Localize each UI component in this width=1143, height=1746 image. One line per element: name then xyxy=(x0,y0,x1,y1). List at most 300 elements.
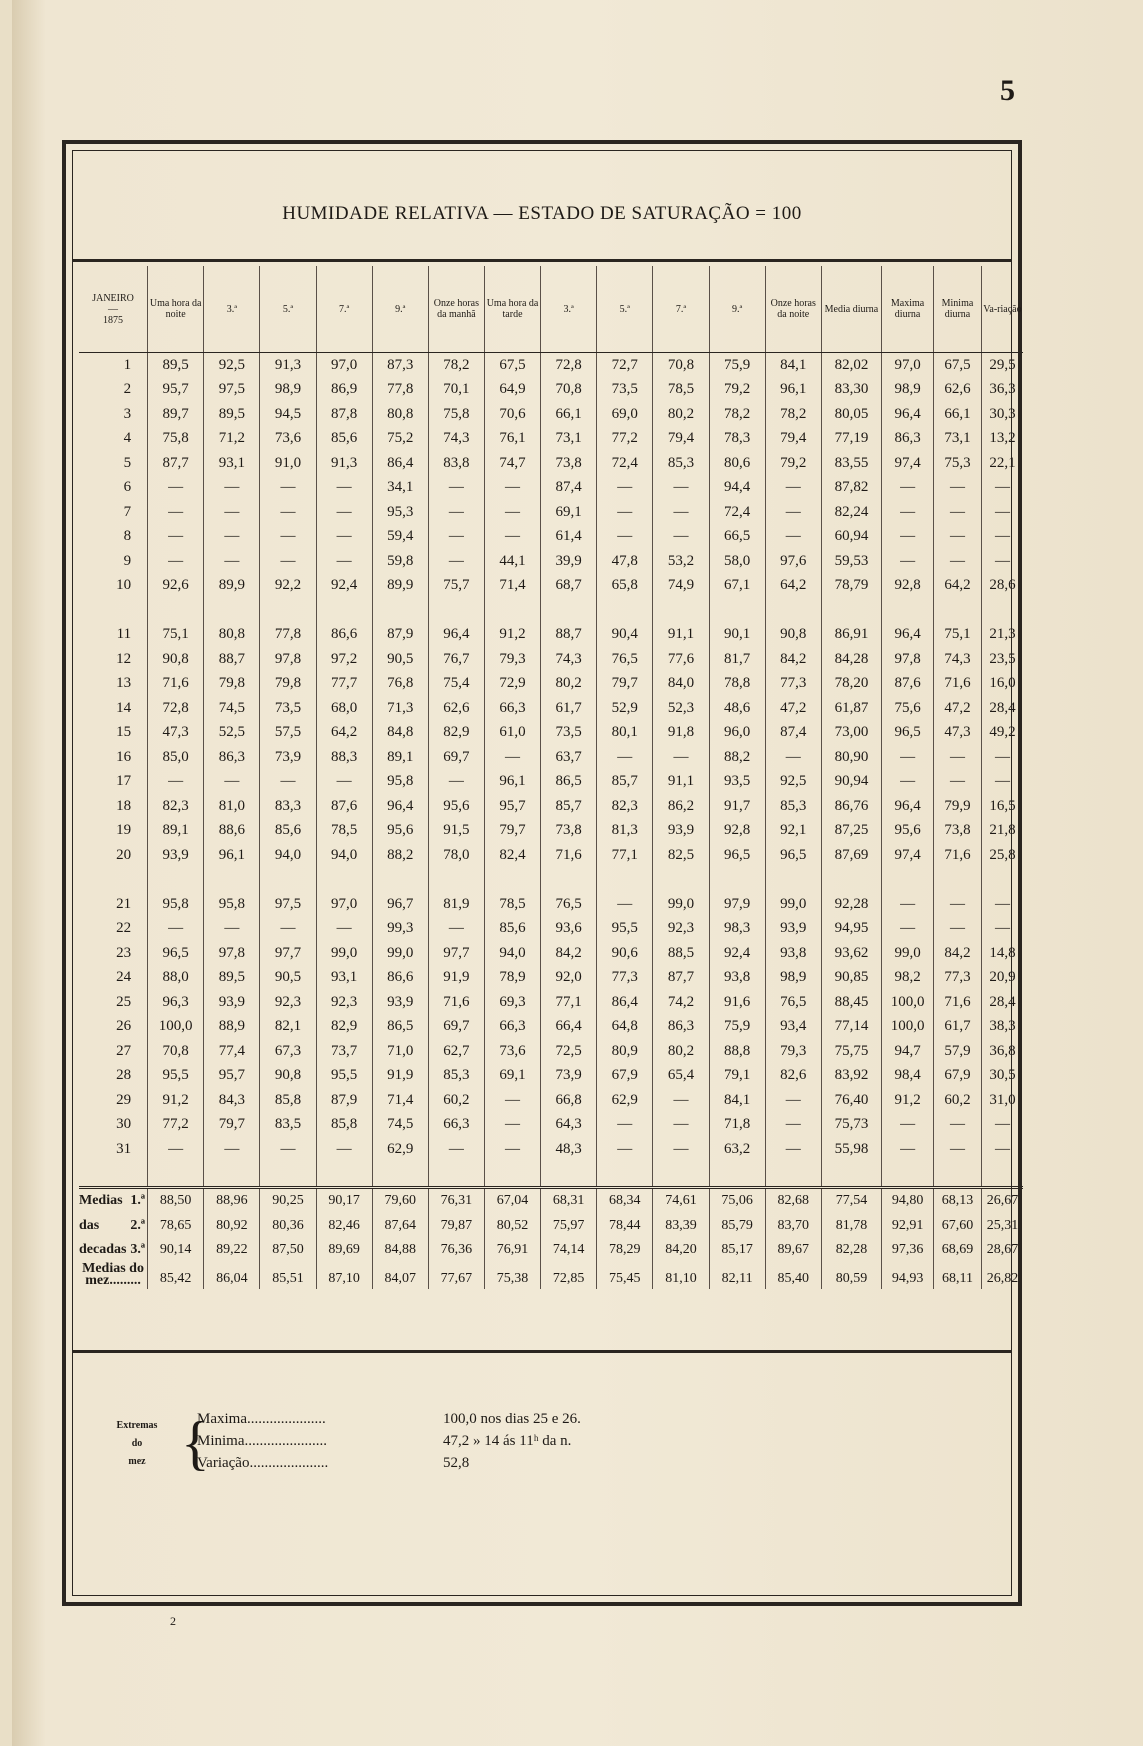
spacer-cell xyxy=(372,1162,428,1188)
separator-row xyxy=(79,1162,1023,1188)
table-cell: 30,5 xyxy=(981,1064,1023,1089)
table-cell: 67,5 xyxy=(484,353,540,378)
column-header: Minima diurna xyxy=(934,266,982,353)
spacer-cell xyxy=(597,598,653,623)
table-cell: 71,4 xyxy=(372,1088,428,1113)
table-cell: 70,1 xyxy=(428,378,484,403)
table-row xyxy=(79,966,1023,991)
table-cell: — xyxy=(597,1113,653,1138)
table-cell: 71,6 xyxy=(934,990,982,1015)
table-cell: 67,1 xyxy=(709,574,765,599)
table-cell: 97,5 xyxy=(260,892,316,917)
table-cell: 96,4 xyxy=(372,794,428,819)
table-cell: 76,5 xyxy=(597,647,653,672)
table-cell: 64,3 xyxy=(541,1113,597,1138)
decade-mean-cell: 78,44 xyxy=(597,1214,653,1239)
table-cell: 77,2 xyxy=(148,1113,204,1138)
table-cell: 72,7 xyxy=(597,353,653,378)
table-cell: 90,8 xyxy=(148,647,204,672)
spacer-cell xyxy=(765,1162,821,1188)
table-cell: 96,3 xyxy=(148,990,204,1015)
table-cell: 95,7 xyxy=(148,378,204,403)
extremes-label xyxy=(101,1417,173,1471)
decade-mean-cell: 92,91 xyxy=(882,1214,934,1239)
table-cell: 62,9 xyxy=(597,1088,653,1113)
spacer-cell xyxy=(934,598,982,623)
table-cell: 36,3 xyxy=(981,378,1023,403)
table-cell: 73,6 xyxy=(260,427,316,452)
table-cell: 64,2 xyxy=(765,574,821,599)
table-cell: 98,9 xyxy=(882,378,934,403)
table-cell: — xyxy=(204,525,260,550)
decade-label xyxy=(79,1188,148,1214)
spacer-cell xyxy=(148,598,204,623)
decade-mean-cell: 81,78 xyxy=(821,1214,881,1239)
table-cell: 85,6 xyxy=(260,819,316,844)
table-cell: 86,4 xyxy=(372,451,428,476)
spacer-cell xyxy=(541,868,597,893)
table-frame-inner xyxy=(72,150,1022,1596)
table-cell: 74,3 xyxy=(541,647,597,672)
table-cell: 94,0 xyxy=(316,843,372,868)
table-cell: — xyxy=(981,476,1023,501)
column-header: Va-riação xyxy=(981,266,1023,353)
decade-mean-cell: 75,06 xyxy=(709,1188,765,1214)
table-row xyxy=(79,990,1023,1015)
table-cell: 87,6 xyxy=(882,672,934,697)
table-cell: 95,8 xyxy=(372,770,428,795)
table-cell: 77,7 xyxy=(316,672,372,697)
table-cell: 77,8 xyxy=(372,378,428,403)
table-cell: 88,7 xyxy=(541,623,597,648)
decade-mean-cell: 97,36 xyxy=(882,1238,934,1263)
decade-mean-cell: 82,46 xyxy=(316,1214,372,1239)
table-cell: 71,0 xyxy=(372,1039,428,1064)
day-number: 17 xyxy=(116,773,132,790)
table-row xyxy=(79,843,1023,868)
table-cell: 69,7 xyxy=(428,1015,484,1040)
table-cell: 86,2 xyxy=(653,794,709,819)
table-cell: 76,5 xyxy=(765,990,821,1015)
table-cell: — xyxy=(882,917,934,942)
table-cell: 89,5 xyxy=(204,966,260,991)
table-cell: — xyxy=(148,476,204,501)
table-row xyxy=(79,427,1023,452)
table-cell: 84,3 xyxy=(204,1088,260,1113)
table-cell: 100,0 xyxy=(882,990,934,1015)
spacer-cell xyxy=(204,1162,260,1188)
table-cell: 96,1 xyxy=(484,770,540,795)
table-cell: 91,3 xyxy=(260,353,316,378)
decade-mean-cell: 88,96 xyxy=(204,1188,260,1214)
month-mean-cell: 94,93 xyxy=(882,1263,934,1290)
spacer-cell xyxy=(79,1162,148,1188)
decade-mean-cell: 68,31 xyxy=(541,1188,597,1214)
table-cell: 84,2 xyxy=(934,941,982,966)
table-cell: 76,7 xyxy=(428,647,484,672)
day-number: 4 xyxy=(123,430,132,447)
table-cell: 94,0 xyxy=(260,843,316,868)
table-row xyxy=(79,892,1023,917)
table-cell: — xyxy=(316,476,372,501)
table-cell: 65,4 xyxy=(653,1064,709,1089)
extreme-minima xyxy=(197,1433,571,1450)
table-cell: 75,7 xyxy=(428,574,484,599)
day-number: 16 xyxy=(116,748,132,765)
decade-label xyxy=(79,1214,148,1239)
spacer-cell xyxy=(821,598,881,623)
table-cell: 76,40 xyxy=(821,1088,881,1113)
table-cell: — xyxy=(765,745,821,770)
table-cell: — xyxy=(260,1137,316,1162)
table-cell: — xyxy=(597,1137,653,1162)
spacer-cell xyxy=(882,868,934,893)
table-cell: — xyxy=(653,1088,709,1113)
decade-number: 1.ª xyxy=(130,1193,146,1209)
table-cell: 96,7 xyxy=(372,892,428,917)
table-cell: — xyxy=(148,500,204,525)
table-cell: 73,6 xyxy=(484,1039,540,1064)
table-cell: 70,8 xyxy=(653,353,709,378)
table-cell: 91,1 xyxy=(653,623,709,648)
table-cell: 73,8 xyxy=(541,819,597,844)
table-cell: — xyxy=(484,1088,540,1113)
table-cell: 83,3 xyxy=(260,794,316,819)
table-cell: 71,8 xyxy=(709,1113,765,1138)
spacer-cell xyxy=(148,868,204,893)
table-cell: 96,4 xyxy=(428,623,484,648)
decade-mean-cell: 68,13 xyxy=(934,1188,982,1214)
table-row xyxy=(79,1088,1023,1113)
medias-label: das xyxy=(79,1217,100,1233)
table-cell: 93,8 xyxy=(765,941,821,966)
spacer-cell xyxy=(821,1162,881,1188)
table-cell: 87,82 xyxy=(821,476,881,501)
day-number: 11 xyxy=(116,626,132,643)
table-row xyxy=(79,1113,1023,1138)
table-cell: — xyxy=(653,1113,709,1138)
table-cell: 95,6 xyxy=(882,819,934,844)
table-cell: 89,5 xyxy=(204,402,260,427)
month-mean-cell: 85,42 xyxy=(148,1263,204,1290)
table-cell: 59,8 xyxy=(372,549,428,574)
table-cell: 64,8 xyxy=(597,1015,653,1040)
table-cell: 73,00 xyxy=(821,721,881,746)
table-cell: 85,3 xyxy=(653,451,709,476)
table-cell: 73,8 xyxy=(934,819,982,844)
decade-mean-row xyxy=(79,1188,1023,1214)
table-cell: — xyxy=(428,476,484,501)
spacer-cell xyxy=(821,868,881,893)
extreme-maxima xyxy=(197,1411,581,1428)
table-cell: 95,8 xyxy=(204,892,260,917)
table-cell: 96,5 xyxy=(709,843,765,868)
decade-number: 2.ª xyxy=(130,1217,146,1233)
table-cell: 71,6 xyxy=(541,843,597,868)
table-cell: 93,6 xyxy=(541,917,597,942)
column-header: 3.ª xyxy=(541,266,597,353)
table-cell: 95,5 xyxy=(148,1064,204,1089)
table-cell: 72,5 xyxy=(541,1039,597,1064)
table-cell: 75,4 xyxy=(428,672,484,697)
table-cell: 71,6 xyxy=(934,843,982,868)
month-mean-cell: 75,38 xyxy=(484,1263,540,1290)
table-cell: 80,6 xyxy=(709,451,765,476)
table-cell: 47,8 xyxy=(597,549,653,574)
table-cell: 79,2 xyxy=(765,451,821,476)
table-cell: 77,3 xyxy=(597,966,653,991)
table-cell: 90,85 xyxy=(821,966,881,991)
table-cell: 88,9 xyxy=(204,1015,260,1040)
table-cell: 86,91 xyxy=(821,623,881,648)
table-cell: 86,4 xyxy=(597,990,653,1015)
table-cell: — xyxy=(484,500,540,525)
table-cell: 90,8 xyxy=(260,1064,316,1089)
table-cell: 97,4 xyxy=(882,843,934,868)
month-mean-row xyxy=(79,1263,1023,1290)
table-cell: 48,3 xyxy=(541,1137,597,1162)
table-cell: 73,7 xyxy=(316,1039,372,1064)
spacer-cell xyxy=(372,598,428,623)
spacer-cell xyxy=(597,868,653,893)
table-row xyxy=(79,574,1023,599)
table-cell: 79,8 xyxy=(204,672,260,697)
table-cell: 47,2 xyxy=(934,696,982,721)
table-cell: 98,9 xyxy=(260,378,316,403)
spacer-cell xyxy=(316,598,372,623)
spacer-cell xyxy=(934,868,982,893)
medias-label: Medias xyxy=(79,1193,123,1209)
table-cell: 75,1 xyxy=(934,623,982,648)
table-cell: 74,7 xyxy=(484,451,540,476)
table-row xyxy=(79,819,1023,844)
table-cell: 63,7 xyxy=(541,745,597,770)
decade-mean-cell: 68,69 xyxy=(934,1238,982,1263)
day-number: 27 xyxy=(116,1042,132,1059)
extreme-value: 47,2 » 14 ás 11ʰ da n. xyxy=(443,1433,572,1449)
table-cell: 85,0 xyxy=(148,745,204,770)
table-cell: 88,2 xyxy=(372,843,428,868)
table-cell: — xyxy=(204,549,260,574)
table-cell: — xyxy=(653,476,709,501)
table-cell: 97,6 xyxy=(765,549,821,574)
table-cell: 91,9 xyxy=(372,1064,428,1089)
table-cell: — xyxy=(316,500,372,525)
table-cell: 93,1 xyxy=(204,451,260,476)
decade-mean-cell: 74,61 xyxy=(653,1188,709,1214)
table-cell: 73,9 xyxy=(541,1064,597,1089)
table-cell: 78,9 xyxy=(484,966,540,991)
table-cell: 97,9 xyxy=(709,892,765,917)
spacer-cell xyxy=(765,868,821,893)
table-cell: 77,1 xyxy=(597,843,653,868)
extreme-value: 52,8 xyxy=(443,1455,470,1471)
extreme-variacao xyxy=(197,1455,469,1472)
table-cell: 77,1 xyxy=(541,990,597,1015)
table-cell: 78,2 xyxy=(765,402,821,427)
table-cell: 99,0 xyxy=(882,941,934,966)
decade-mean-cell: 25,31 xyxy=(981,1214,1023,1239)
table-cell: 28,4 xyxy=(981,696,1023,721)
table-cell: 96,5 xyxy=(882,721,934,746)
header-row xyxy=(79,266,1023,353)
spacer-cell xyxy=(541,598,597,623)
table-cell: — xyxy=(204,917,260,942)
table-cell: 96,0 xyxy=(709,721,765,746)
table-cell: 81,9 xyxy=(428,892,484,917)
table-cell: — xyxy=(316,770,372,795)
table-cell: 82,4 xyxy=(484,843,540,868)
table-cell: 73,1 xyxy=(934,427,982,452)
table-cell: 36,8 xyxy=(981,1039,1023,1064)
table-cell: 72,8 xyxy=(148,696,204,721)
table-cell: 76,5 xyxy=(541,892,597,917)
table-cell: 82,02 xyxy=(821,353,881,378)
table-cell: 88,7 xyxy=(204,647,260,672)
decade-mean-cell: 89,69 xyxy=(316,1238,372,1263)
table-cell: 87,4 xyxy=(765,721,821,746)
table-row xyxy=(79,476,1023,501)
day-number: 23 xyxy=(116,944,132,961)
decade-number: 3.ª xyxy=(130,1242,146,1258)
table-cell: 74,3 xyxy=(934,647,982,672)
table-cell: 80,2 xyxy=(541,672,597,697)
table-cell: 25,8 xyxy=(981,843,1023,868)
spacer-cell xyxy=(428,868,484,893)
table-row xyxy=(79,1015,1023,1040)
spacer-cell xyxy=(981,598,1023,623)
day-number: 30 xyxy=(116,1116,132,1133)
table-cell: 95,8 xyxy=(148,892,204,917)
spacer-cell xyxy=(882,1162,934,1188)
extreme-value: 100,0 nos dias 25 e 26. xyxy=(443,1411,581,1427)
table-cell: 92,0 xyxy=(541,966,597,991)
table-row xyxy=(79,917,1023,942)
table-cell: 86,3 xyxy=(882,427,934,452)
table-cell: 79,8 xyxy=(260,672,316,697)
extremes-label-line: Extremas xyxy=(116,1420,158,1431)
table-row xyxy=(79,672,1023,697)
table-cell: — xyxy=(148,525,204,550)
table-cell: 90,5 xyxy=(372,647,428,672)
table-cell: 92,28 xyxy=(821,892,881,917)
decade-mean-cell: 74,14 xyxy=(541,1238,597,1263)
extreme-name: Maxima..................... xyxy=(197,1411,326,1427)
table-cell: 86,5 xyxy=(372,1015,428,1040)
table-cell: 80,8 xyxy=(372,402,428,427)
decade-mean-cell: 67,60 xyxy=(934,1214,982,1239)
table-cell: 49,2 xyxy=(981,721,1023,746)
decade-mean-cell: 78,29 xyxy=(597,1238,653,1263)
table-cell: 96,5 xyxy=(148,941,204,966)
month-label: JANEIRO xyxy=(92,292,134,304)
table-cell: 87,69 xyxy=(821,843,881,868)
table-cell: 77,2 xyxy=(597,427,653,452)
month-mean-cell: 85,40 xyxy=(765,1263,821,1290)
table-cell: 87,9 xyxy=(372,623,428,648)
table-cell: — xyxy=(316,1137,372,1162)
table-cell: 95,6 xyxy=(372,819,428,844)
day-number: 2 xyxy=(123,381,132,398)
table-cell: 47,3 xyxy=(148,721,204,746)
decade-mean-cell: 84,88 xyxy=(372,1238,428,1263)
decade-mean-cell: 78,65 xyxy=(148,1214,204,1239)
table-cell: 91,0 xyxy=(260,451,316,476)
spacer-cell xyxy=(597,1162,653,1188)
table-cell: 78,5 xyxy=(316,819,372,844)
spacer-cell xyxy=(709,1162,765,1188)
table-row xyxy=(79,525,1023,550)
column-header: Onze horas da manhã xyxy=(428,266,484,353)
table-cell: 93,9 xyxy=(148,843,204,868)
table-cell: 65,8 xyxy=(597,574,653,599)
month-mean-cell: 68,11 xyxy=(934,1263,982,1290)
table-cell: 73,5 xyxy=(260,696,316,721)
table-cell: 88,0 xyxy=(148,966,204,991)
table-cell: 99,0 xyxy=(316,941,372,966)
table-cell: — xyxy=(260,549,316,574)
table-cell: — xyxy=(765,525,821,550)
table-cell: 87,6 xyxy=(316,794,372,819)
spacer-cell xyxy=(709,868,765,893)
year-label: 1875 xyxy=(103,314,124,326)
table-cell: 91,2 xyxy=(882,1088,934,1113)
table-cell: 97,7 xyxy=(260,941,316,966)
day-number: 10 xyxy=(116,577,132,594)
table-cell: 62,7 xyxy=(428,1039,484,1064)
table-cell: — xyxy=(484,476,540,501)
table-cell: 23,5 xyxy=(981,647,1023,672)
table-cell: 82,9 xyxy=(428,721,484,746)
table-cell: — xyxy=(204,770,260,795)
humidity-table xyxy=(79,266,1023,1289)
table-cell: 67,5 xyxy=(934,353,982,378)
decade-mean-cell: 90,17 xyxy=(316,1188,372,1214)
table-cell: 87,3 xyxy=(372,353,428,378)
table-cell: 99,0 xyxy=(653,892,709,917)
spacer-cell xyxy=(204,868,260,893)
month-header xyxy=(79,266,148,353)
table-cell: — xyxy=(204,500,260,525)
table-cell: — xyxy=(316,549,372,574)
table-cell: 94,5 xyxy=(260,402,316,427)
table-cell: 86,3 xyxy=(204,745,260,770)
table-cell: 81,7 xyxy=(709,647,765,672)
table-cell: 87,7 xyxy=(148,451,204,476)
table-row xyxy=(79,1064,1023,1089)
decade-mean-cell: 83,70 xyxy=(765,1214,821,1239)
table-cell: 73,1 xyxy=(541,427,597,452)
table-cell: — xyxy=(765,1088,821,1113)
spacer-cell xyxy=(260,598,316,623)
table-cell: 92,8 xyxy=(709,819,765,844)
signature-mark: 2 xyxy=(170,1614,176,1628)
table-row xyxy=(79,745,1023,770)
table-cell: 68,7 xyxy=(541,574,597,599)
table-cell: 77,3 xyxy=(934,966,982,991)
table-cell: — xyxy=(428,500,484,525)
table-cell: — xyxy=(428,1137,484,1162)
decade-mean-cell: 68,34 xyxy=(597,1188,653,1214)
table-cell: 78,79 xyxy=(821,574,881,599)
spacer-cell xyxy=(653,598,709,623)
table-cell: 77,19 xyxy=(821,427,881,452)
table-cell: 47,2 xyxy=(765,696,821,721)
table-cell: 85,6 xyxy=(316,427,372,452)
table-cell: 87,25 xyxy=(821,819,881,844)
table-cell: 13,2 xyxy=(981,427,1023,452)
spacer-cell xyxy=(79,598,148,623)
